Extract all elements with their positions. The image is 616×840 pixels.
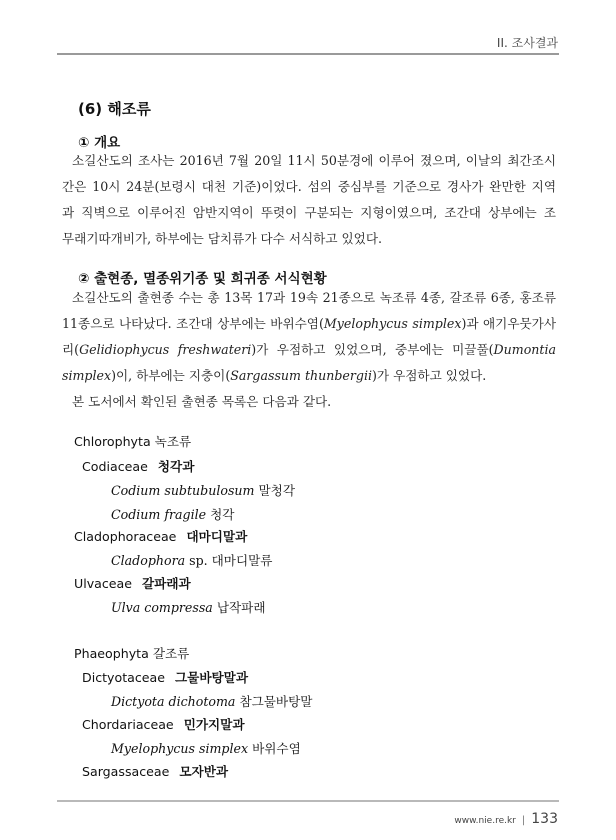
status-line-4: simplex)이, 하부에는 지충이(Sargassum thunbergii)가 우점하고 있었다. — [62, 368, 487, 383]
page-number: 133 — [531, 811, 558, 827]
overview-line-1: 소길산도의 조사는 2016년 7월 20일 11시 50분경에 이루어 졌으며, 이날의 최간조시 — [72, 153, 556, 168]
status-title: ② 출현종, 멸종위기종 및 희귀종 서식현황 — [78, 271, 327, 287]
header-divider — [57, 53, 559, 55]
status-line-2: 11종으로 나타났다. 조간대 상부에는 바위수염(Myelophycus simplex)과 애기우뭇가사 — [62, 316, 556, 331]
family-dictyotaceae: Dictyotaceae 그물바탕말과 — [82, 670, 249, 685]
footer-separator: | — [521, 815, 526, 826]
overview-line-3: 과 직벽으로 이루어진 암반지역이 뚜렷이 구분되는 지형이였으며, 조간대 상부에는 조 — [62, 205, 556, 220]
section-title: (6) 해조류 — [78, 100, 151, 118]
species-codium-subtubulosum: Codium subtubulosum 말청각 — [111, 483, 295, 498]
status-line-3: 리(Gelidiophycus freshwateri)가 우점하고 있었으며, 중부에는 미끌풀(Dumontia — [62, 342, 556, 357]
footer-url: www.nie.re.kr — [454, 816, 516, 826]
overview-paragraph — [62, 148, 556, 252]
footer-divider — [57, 800, 559, 802]
overview-line-2: 간은 10시 24분(보령시 대천 기준)이었다. 섬의 중심부를 기준으로 경사가 완만한 지역 — [62, 179, 556, 194]
family-sargassaceae: Sargassaceae 모자반과 — [82, 764, 229, 779]
phylum-chlorophyta: Chlorophyta 녹조류 — [74, 434, 192, 449]
species-ulva-compressa: Ulva compressa 납작파래 — [111, 600, 266, 615]
chapter-header: II. 조사결과 — [496, 36, 558, 50]
status-paragraph — [62, 285, 556, 415]
family-cladophoraceae: Cladophoraceae 대마디말과 — [74, 529, 248, 544]
species-cladophora: Cladophora sp. 대마디말류 — [111, 553, 273, 568]
species-codium-fragile: Codium fragile 청각 — [111, 507, 235, 522]
overview-title: ① 개요 — [78, 135, 121, 151]
family-chordariaceae: Chordariaceae 민가지말과 — [82, 717, 245, 732]
status-line-5: 본 도서에서 확인된 출현종 목록은 다음과 같다. — [72, 394, 332, 409]
phylum-phaeophyta: Phaeophyta 갈조류 — [74, 646, 190, 661]
overview-line-4: 무래기따개비가, 하부에는 담치류가 다수 서식하고 있었다. — [62, 231, 382, 246]
family-codiaceae: Codiaceae 청각과 — [82, 459, 195, 474]
family-ulvaceae: Ulvaceae 갈파래과 — [74, 576, 191, 591]
species-myelophycus-simplex: Myelophycus simplex 바위수염 — [111, 741, 301, 756]
status-line-1: 소길산도의 출현종 수는 총 13목 17과 19속 21종으로 녹조류 4종, 갈조류 6종, 홍조류 — [72, 290, 556, 305]
page-footer — [454, 808, 558, 827]
species-dictyota-dichotoma: Dictyota dichotoma 참그물바탕말 — [111, 694, 313, 709]
